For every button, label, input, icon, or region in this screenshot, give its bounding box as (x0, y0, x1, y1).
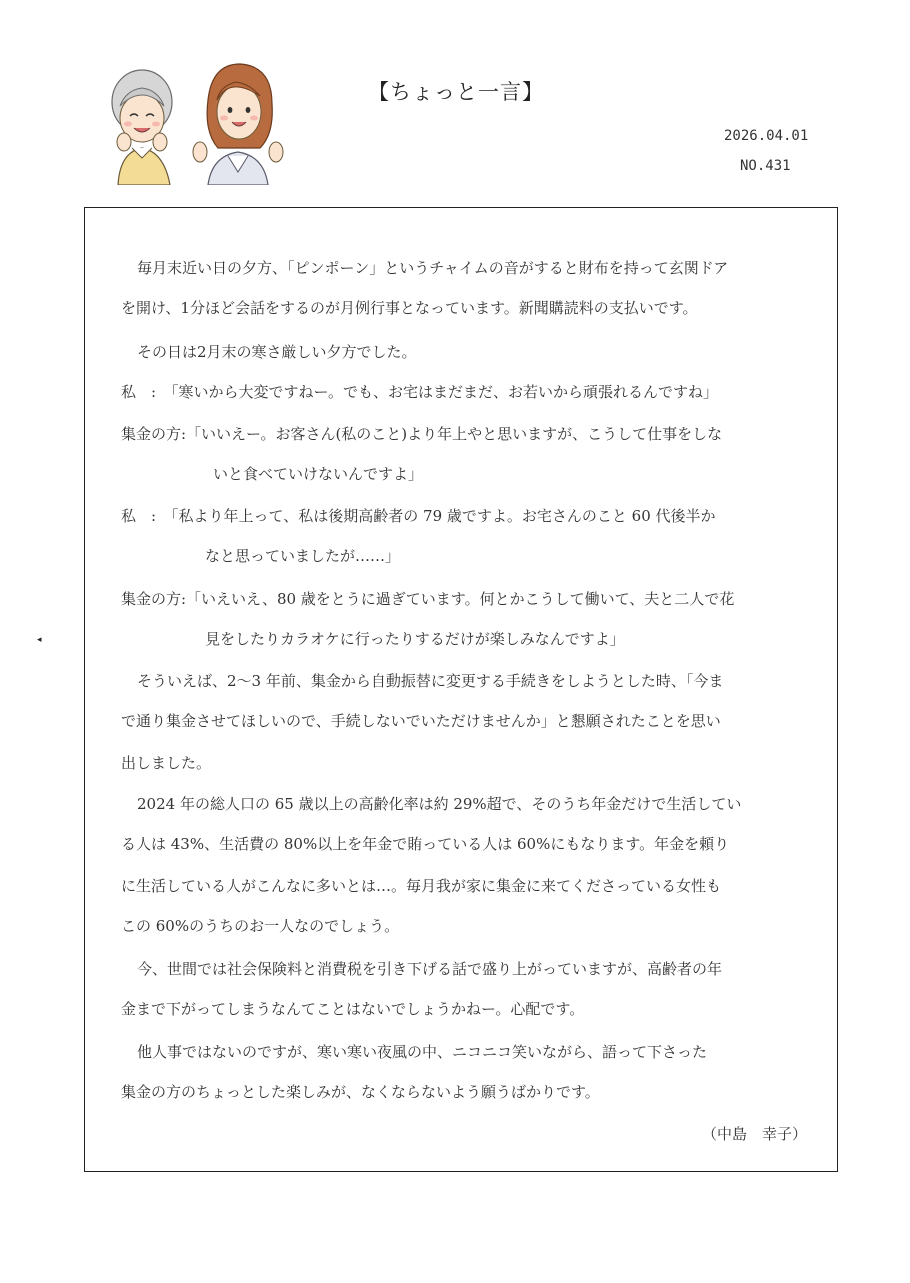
dialogue-line: 見をしたりカラオケに行ったりするだけが楽しみなんですよ」 (205, 630, 625, 648)
issue-number: NO.431 (740, 158, 791, 174)
side-marker-icon: ◂ (37, 635, 42, 645)
article-box (84, 207, 838, 1172)
article-line: その日は2月末の寒さ厳しい夕方でした。 (137, 343, 417, 361)
article-line: そういえば、2〜3 年前、集金から自動振替に変更する手続きをしようとした時、「今ま (137, 672, 724, 690)
article-line: 金まで下がってしまうなんてことはないでしょうかねー。心配です。 (121, 1000, 585, 1018)
elderly-woman-figure (112, 70, 172, 185)
article-line: 今、世間では社会保険料と消費税を引き下げる話で盛り上がっていますが、高齢者の年 (137, 960, 723, 978)
article-line: 毎月末近い日の夕方、「ピンポーン」というチャイムの音がすると財布を持って玄関ドア (137, 259, 729, 277)
issue-date: 2026.04.01 (724, 128, 809, 144)
article-line: に生活している人がこんなに多いとは…。毎月我が家に集金に来てくださっている女性も (121, 877, 722, 895)
article-line: 2024 年の総人口の 65 歳以上の高齢化率は約 29%超で、そのうち年金だけで生活してい (137, 795, 742, 813)
dialogue-line: 集金の方:「いえいえ、80 歳をとうに過ぎています。何とかこうして働いて、夫と二人で花 (121, 590, 735, 608)
article-line: この 60%のうちのお一人なのでしょう。 (121, 917, 400, 935)
author-signature: （中島 幸子） (701, 1125, 807, 1143)
article-line: 出しました。 (121, 754, 212, 772)
article-line: る人は 43%、生活費の 80%以上を年金で賄っている人は 60%にもなります。年金を頼り (121, 835, 730, 853)
article-line: を開け、1分ほど会話をするのが月例行事となっています。新聞購読料の支払いです。 (121, 299, 698, 317)
younger-woman-figure (193, 64, 283, 185)
dialogue-line: なと思っていましたが……」 (205, 547, 401, 565)
page-title: 【ちょっと一言】 (368, 80, 544, 104)
dialogue-line: 私 : 「寒いから大変ですねー。でも、お宅はまだまだ、お若いから頑張れるんですね」 (121, 383, 718, 401)
dialogue-line: いと食べていけないんですよ」 (213, 465, 424, 483)
dialogue-line: 私 : 「私より年上って、私は後期高齢者の 79 歳ですよ。お宅さんのこと 60 代後半か (121, 507, 716, 525)
article-line: で通り集金させてほしいので、手続しないでいただけませんか」と懇願されたことを思い (121, 712, 721, 730)
illustration-svg (100, 60, 290, 185)
article-line: 他人事ではないのですが、寒い寒い夜風の中、ニコニコ笑いながら、語って下さった (137, 1043, 708, 1061)
article-line: 集金の方のちょっとした楽しみが、なくならないよう願うばかりです。 (121, 1083, 600, 1101)
two-women-chatting-illustration (100, 60, 290, 185)
dialogue-line: 集金の方:「いいえー。お客さん(私のこと)より年上やと思いますが、こうして仕事をしな (121, 425, 723, 443)
